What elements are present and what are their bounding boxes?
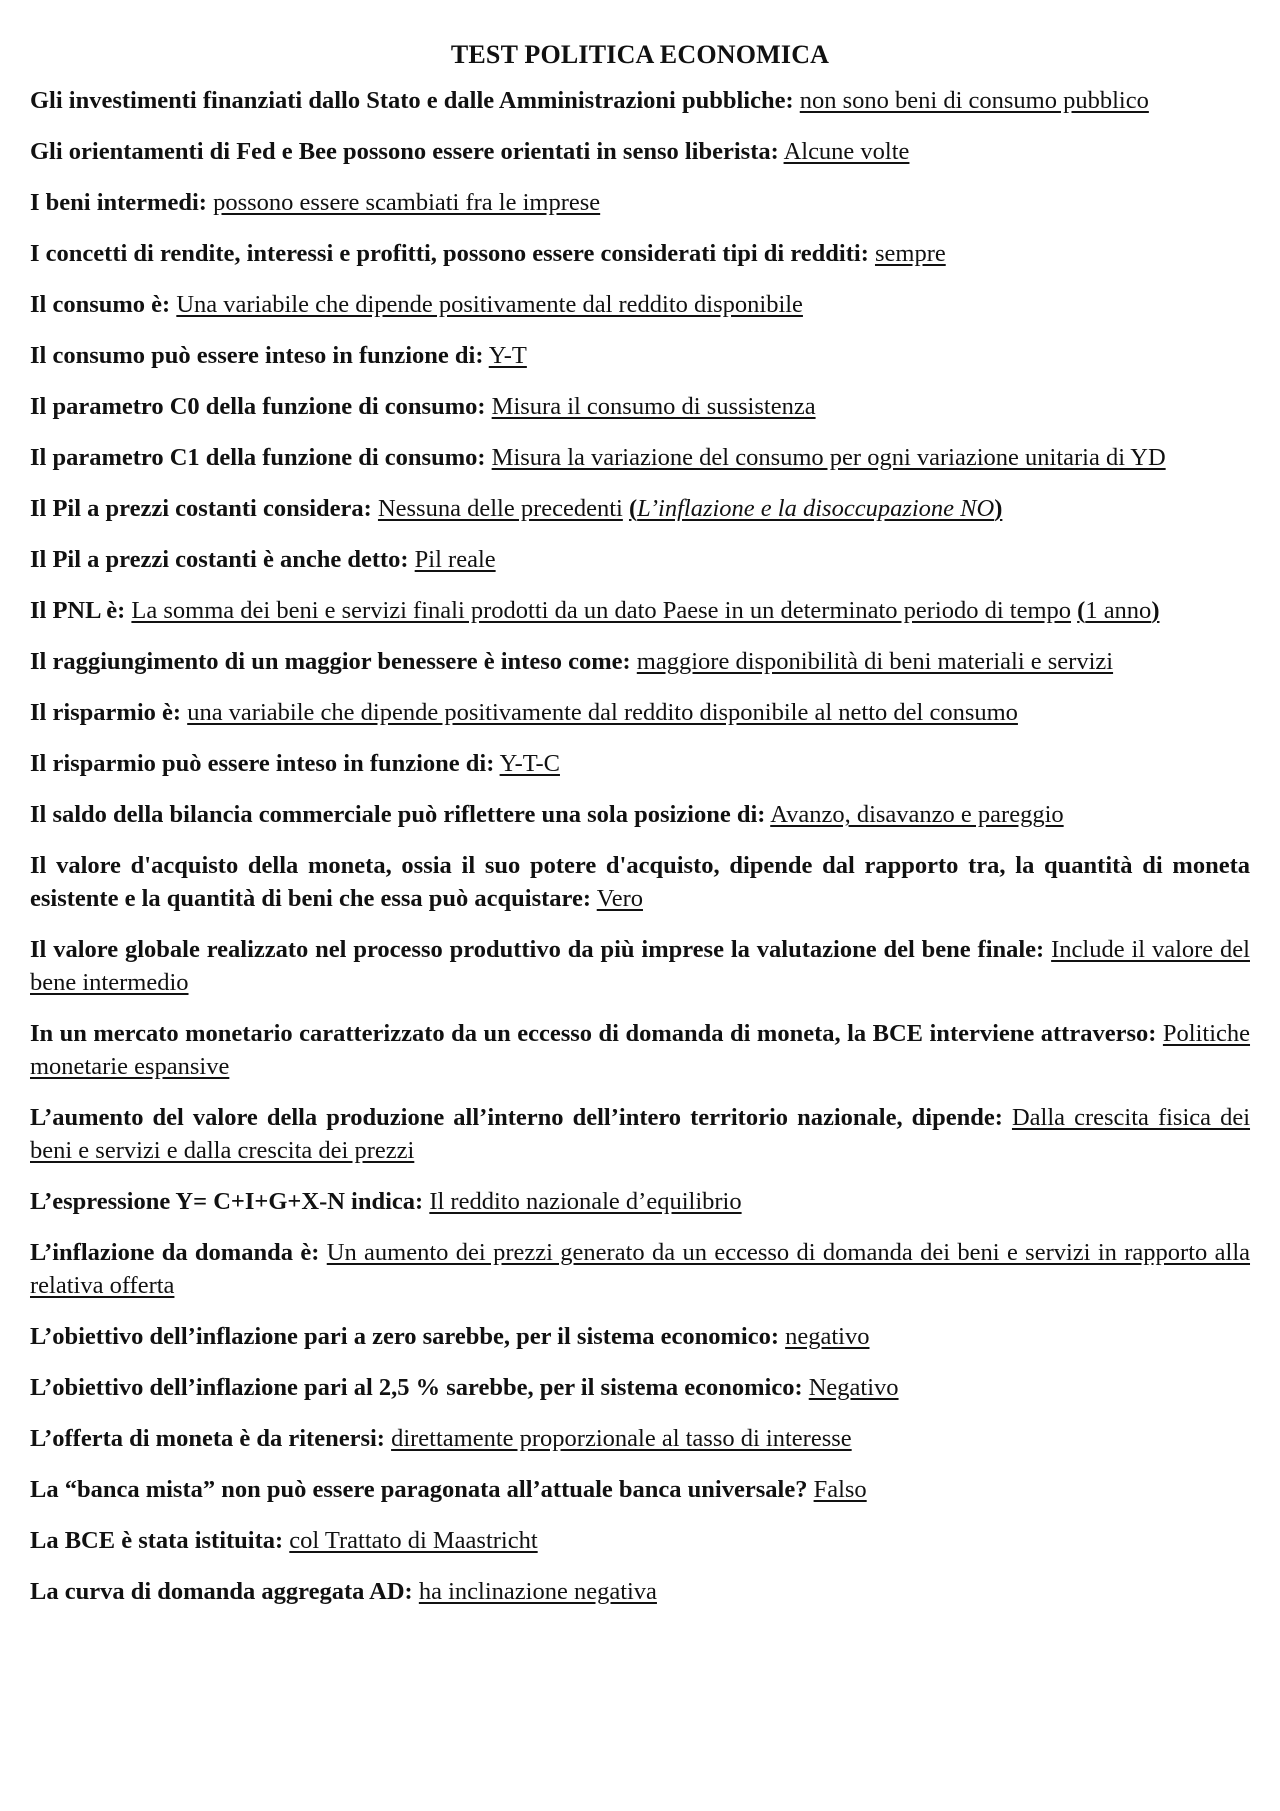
qa-item [30,543,1250,576]
answer-paren-close: ) [994,495,1003,522]
answer: Misura il consumo di sussistenza [491,393,816,420]
answer-paren-close: ) [1151,597,1160,624]
document-title: TEST POLITICA ECONOMICA [450,40,830,69]
qa-item [30,135,1250,168]
qa-item [30,747,1250,780]
answer: ha inclinazione negativa [418,1578,657,1605]
question: In un mercato monetario caratterizzato da un eccesso di domanda di moneta, la BCE interviene attraverso: [30,1020,1157,1047]
qa-item [30,594,1250,627]
question: La “banca mista” non può essere paragonata all’attuale banca universale? [30,1476,808,1503]
answer: La somma dei beni e servizi finali prodotti da un dato Paese in un determinato periodo di tempo [131,597,1072,624]
question: Il consumo può essere inteso in funzione di: [30,342,484,369]
qa-item [30,288,1250,321]
answer: Avanzo, disavanzo e pareggio [770,801,1064,828]
qa-item [30,390,1250,423]
answer: Y-T-C [499,750,560,777]
answer: Misura la variazione del consumo per ogni variazione unitaria di YD [491,444,1166,471]
question: Il parametro C1 della funzione di consumo: [30,444,486,471]
qa-item [30,441,1250,474]
answer: Pil reale [414,546,496,573]
qa-item [30,492,1250,525]
qa-item [30,1473,1250,1506]
answer-note: 1 anno [1085,597,1152,624]
qa-item [30,1320,1250,1353]
answer: Nessuna delle precedenti [377,495,623,522]
qa-item [30,84,1250,117]
question: L’obiettivo dell’inflazione pari al 2,5 % sarebbe, per il sistema economico: [30,1374,803,1401]
question: I beni intermedi: [30,189,207,216]
answer: Vero [596,885,643,912]
qa-item [30,1017,1250,1083]
question: Il consumo è: [30,291,171,318]
qa-item [30,1101,1250,1167]
question: La curva di domanda aggregata AD: [30,1578,413,1605]
answer: maggiore disponibilità di beni materiali e servizi [636,648,1114,675]
answer: Alcune volte [783,138,910,165]
qa-item [30,849,1250,915]
answer: Una variabile che dipende positivamente dal reddito disponibile [176,291,803,318]
qa-item [30,339,1250,372]
qa-item [30,798,1250,831]
question: Il risparmio può essere inteso in funzione di: [30,750,495,777]
qa-item [30,186,1250,219]
question: Il valore d'acquisto della moneta, ossia il suo potere d'acquisto, dipende dal rapporto tra, la quantità di moneta esistente e la quantità di beni che essa può acquistare: [30,852,1250,912]
answer: sempre [874,240,946,267]
qa-item [30,1575,1250,1608]
question: Gli investimenti finanziati dallo Stato e dalle Amministrazioni pubbliche: [30,87,794,114]
answer: Un aumento dei prezzi generato da un eccesso di domanda dei beni e servizi in rapporto alla relativa offerta [30,1239,1251,1299]
answer: Dalla crescita fisica dei beni e servizi e dalla crescita dei prezzi [30,1104,1251,1164]
qa-item [30,237,1250,270]
answer: Falso [813,1476,867,1503]
question: Il PNL è: [30,597,126,624]
answer: Il reddito nazionale d’equilibrio [429,1188,742,1215]
answer: possono essere scambiati fra le imprese [213,189,601,216]
qa-item [30,1185,1250,1218]
answer: negativo [785,1323,870,1350]
question: L’aumento del valore della produzione all’interno dell’intero territorio nazionale, dipende: [30,1104,1003,1131]
answer: direttamente proporzionale al tasso di interesse [391,1425,852,1452]
question: L’inflazione da domanda è: [30,1239,320,1266]
answer-paren-open: ( [628,495,638,522]
question: Il parametro C0 della funzione di consumo: [30,393,486,420]
question: L’obiettivo dell’inflazione pari a zero sarebbe, per il sistema economico: [30,1323,779,1350]
qa-item [30,1236,1250,1302]
answer: Y-T [488,342,527,369]
question: I concetti di rendite, interessi e profitti, possono essere considerati tipi di redditi: [30,240,869,267]
question: Il raggiungimento di un maggior benessere è inteso come: [30,648,631,675]
question: Il valore globale realizzato nel processo produttivo da più imprese la valutazione del bene finale: [30,936,1045,963]
question: L’offerta di moneta è da ritenersi: [30,1425,385,1452]
qa-item [30,645,1250,678]
answer: Politiche monetarie espansive [30,1020,1251,1080]
question: L’espressione Y= C+I+G+X-N indica: [30,1188,424,1215]
question: Il Pil a prezzi costanti considera: [30,495,372,522]
answer: Include il valore del bene intermedio [30,936,1250,996]
question: Gli orientamenti di Fed e Bee possono essere orientati in senso liberista: [30,138,779,165]
answer-paren-open: ( [1077,597,1086,624]
qa-item [30,933,1250,999]
question: Il saldo della bilancia commerciale può riflettere una sola posizione di: [30,801,766,828]
answer-note: L’inflazione e la disoccupazione NO [637,495,995,522]
qa-item [30,1524,1250,1557]
answer: col Trattato di Maastricht [289,1527,538,1554]
answer: non sono beni di consumo pubblico [799,87,1149,114]
qa-item [30,696,1250,729]
qa-item [30,1371,1250,1404]
question: Il risparmio è: [30,699,182,726]
question: La BCE è stata istituita: [30,1527,284,1554]
qa-item [30,1422,1250,1455]
question: Il Pil a prezzi costanti è anche detto: [30,546,409,573]
answer: Negativo [808,1374,899,1401]
answer: una variabile che dipende positivamente dal reddito disponibile al netto del consumo [187,699,1018,726]
